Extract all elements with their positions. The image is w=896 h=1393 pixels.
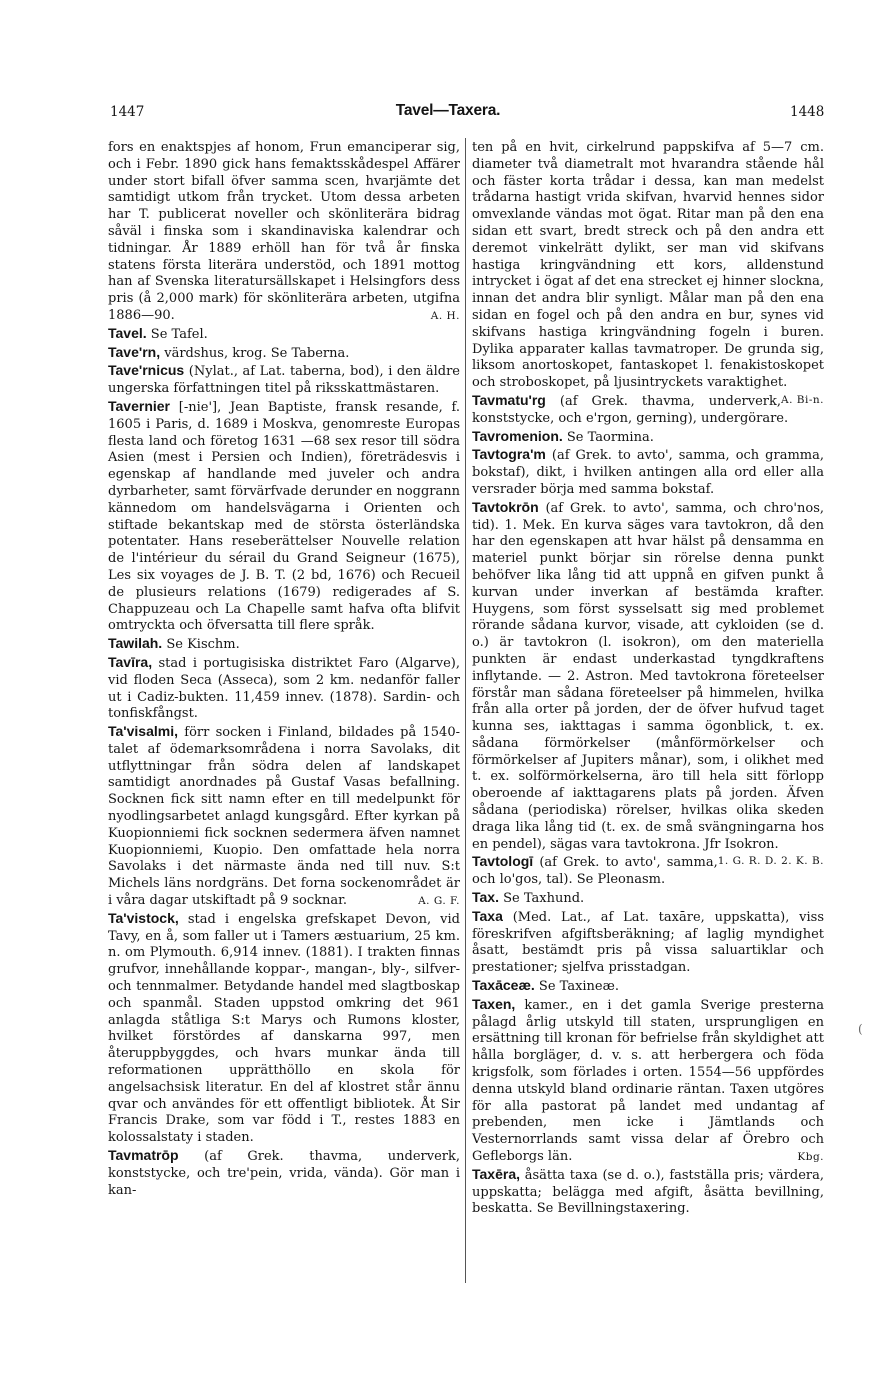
headword: Tavtogra'm (472, 446, 546, 463)
author-signature: A. H. (430, 309, 460, 322)
left-column (108, 140, 460, 1199)
page-number-left: 1447 (110, 104, 145, 120)
entry-tavernicus: Tave'rnicus (Nylat., af Lat. taberna, bod), i den äldre ungerska författningen titel på riksskattmästaren. (108, 362, 460, 397)
headword: Taxa (472, 907, 503, 924)
page-title: Tavel—Taxera. (395, 102, 501, 119)
entry-tavtologi: Tavtologī (af Grek. to avto', samma, och lo'gos, tal). Se Pleonasm. (472, 853, 718, 888)
headword: Tave'rnicus (108, 362, 185, 379)
headword: Tavmatrōp (108, 1147, 179, 1164)
entry-taxa: Taxa (Med. Lat., af Lat. taxāre, uppskatta), viss föreskrifven afgiftsberäkning; af laglig myndighet åsatt, bestämdt pris på vissa saluartiklar och prestationer; sjelfva prisstadgan. (472, 907, 824, 976)
author-signature: 1. G. R. D. 2. K. B. (717, 855, 824, 868)
headword: Taxēra, (472, 1165, 520, 1182)
margin-mark: ( (858, 1022, 863, 1036)
entry-tawilah: Tawilah. Se Kischm. (108, 635, 240, 653)
headword: Tavtologī (472, 853, 534, 870)
entry-continuation: fors en enaktspjes af honom, Frun emanciperar sig, och i Febr. 1890 gick hans femaktsskådespel Affärer under stort bifall öfver samma scen, hvarjämte det samtidigt utkom från trycket. Utom dessa arbeten har T. publicerat noveller och skönliterära bidrag såväl i finska som i skandinaviska kalendrar och tidningar. År 1889 erhöll han för två år finska statens första literära understöd, och 1891 mottog han af Svenska literatursällskapet i Helsingfors dess pris (å 2,000 mark) för skönliterära arbeten, utgifna 1886—90. A. H. (108, 140, 460, 323)
headword: Tavmatu'rg (472, 391, 546, 408)
headword: Tavīra, (108, 653, 153, 670)
column-divider (465, 138, 466, 1283)
headword: Tave'rn, (108, 343, 161, 360)
entry-tavel: Tavel. Se Tafel. (108, 324, 208, 342)
entry-tavira: Tavīra, stad i portugisiska distriktet Faro (Algarve), vid floden Seca (Asseca), som 2 km. nedanför faller ut i Cadiz-bukten. 11,459 innev. (1878). Sardin- och tonfiskfångst. (108, 653, 460, 722)
author-signature: A. Bi-n. (781, 393, 824, 406)
entry-tavtokron: Tavtokrōn (af Grek. to avto', samma, och chro'nos, tid). 1. Mek. En kurva säges vara tavtokron, då den har den egenskapen att hvar hälst på densamma en materiel punkt börjar sin rörelse denna punkt behöfver lika lång tid att uppnå en gifven punkt å kurvan under inverkan af bestämda krafter. Huygens, som först sysselsatt sig med problemet rörande sådana kurvor, visade, att cykloiden (se d. o.) är tavtokron (l. isokron), om den materiella punkten är endast underkastad tyngdkraftens inflytande. — 2. Astron. Med tavtokrona företeelser förstår man sådana företeelser på himmelen, hvilka från alla orter på jorden, der de öfver hufvud taget kunna ses, iakttagas i samma ögonblick, t. ex. sådana förmörkelser (månförmörkelser och förmörkelser af Jupiters månar), som, i olikhet med t. ex. solförmörkelserna, äro till hela sitt förlopp oberoende af iakttagarens plats på jorden. Äfven sådana (periodiska) rörelser, hvilkas olika skeden draga lika lång tid (t. ex. de små svängningarna hos en pendel), sägas vara tavtokrona. Jfr Isokron. 1. G. R. D. 2. K. B. (472, 499, 824, 854)
entry-tavmaturg: Tavmatu'rg (af Grek. thavma, underverk, konststycke, och e'rgon, gerning), undergörare. (472, 391, 789, 426)
headword: Taxāceæ. (472, 977, 535, 994)
headword: Taxen, (472, 995, 516, 1012)
headword: Tawilah. (108, 635, 163, 652)
entry-tavernier: Tavernier [-nie'], Jean Baptiste, fransk resande, f. 1605 i Paris, d. 1689 i Moskva, genomreste Europas flesta land och företog 1631 —68 sex resor till södra Asien (mest i Persien och Indien), företrädesvis i egenskap af handlande med juveler och andra dyrbarheter, samt förvärfvade derunder en noggrann kännedom om handelsvägarna i Orienten och stiftade bekantskap med de största österländska potentater. Hans reseberättelser Nouvelle relation de l'intérieur du sérail du Grand Seigneur (1675), Les six voyages de J. B. T. (2 bd, 1676) och Recueil de plusieurs relations (1679) redigerades af S. Chappuzeau och La Chapelle samt hafva ofta blifvit omtryckta och öfversatta till flere språk. (108, 397, 460, 634)
headword: Tavernier (108, 397, 170, 414)
entry-tavisalmi: Ta'visalmi, förr socken i Finland, bildades på 1540-talet af ödemarksområdena i norra Savolaks, dit utflyttningar från södra delen af landskapet samtidigt anordnades på Gustaf Vasas befallning. Socknen fick sitt namn efter en till medelpunkt för nyodlingsarbetet anlagd kungsgård. Efter kyrkan på Kuopionniemi fick socknen sedermera äfven namnet Kuopionniemi, Kuopio. Den omfattade hela norra Savolaks i det närmaste ända ned till nuv. S:t Michels läns nordgräns. Det forna sockenområdet är i våra dagar utskiftadt på 9 socknar. A. G. F. (108, 723, 460, 909)
headword: Tavel. (108, 324, 147, 341)
headword: Tavromenion. (472, 427, 563, 444)
entry-taxera: Taxēra, åsätta taxa (se d. o.), fastställa pris; värdera, uppskatta; belägga med afgift, åsätta bevillning, beskatta. Se Bevillningstaxering. (472, 1165, 825, 1217)
entry-taxen: Taxen, kamer., en i det gamla Sverige presterna pålagd årlig utskyld till staten, ursprungligen en ersättning till kronan för befrielse från skyldighet att hålla borgläger, d. v. s. att herbergera och föda krigsfolk, som förlades i orten. 1554—56 uppfördes denna utskyld bland ordinarie räntan. Taxen utgöres för alla pastorat på landet med undantag af prebenden, men icke i Jämtlands och Vesternorrlands samt vissa delar af Örebro och Gefleborgs län. Kbg. (472, 995, 824, 1165)
author-signature: Kbg. (797, 1151, 824, 1164)
headword: Ta'visalmi, (108, 723, 178, 740)
headword: Tavtokrōn (472, 498, 539, 515)
headword: Tax. (472, 889, 499, 906)
entry-tavern: Tave'rn, värdshus, krog. Se Taberna. (108, 343, 350, 361)
right-column (472, 140, 824, 1218)
entry-tax: Tax. Se Taxhund. (472, 889, 585, 907)
entry-tavmatrop: Tavmatrōp (af Grek. thavma, underverk, konststycke, och tre'pein, vrida, vända). Gör man i kan- (108, 1147, 460, 1198)
entry-tavromenion: Tavromenion. Se Taormina. (472, 427, 654, 445)
page-number-right: 1448 (790, 104, 825, 120)
entry-continuation: ten på en hvit, cirkelrund pappskifva af 5—7 cm. diameter två diametralt mot hvarandra stående hål och fäster korta trådar i dessa, kan man medelst trådarna hastigt vrida skifvan, hvarvid hennes sidor omvexlande vändas mot ögat. Ritar man på den ena sidan ett svart, bredt streck och på den andra ett deremot vinkelrätt dylikt, ser man vid skifvans hastiga kringvändning ett kors, alldenstund intrycket i ögat af det ena strecket ej hinner slockna, innan det andra blir synligt. Målar man på den ena sidan en fogel och på den andra en bur, synes vid skifvans hastiga kringvändning fogeln i buren. Dylika apparater kallas tavmatroper. De grunda sig, liksom anortoskopet, fantaskopet l. fenakistoskopet och stroboskopet, på ljusintryckets varaktighet. A. Bi-n. (472, 140, 824, 392)
author-signature: A. G. F. (418, 895, 460, 908)
entry-taxaceae: Taxāceæ. Se Taxineæ. (472, 977, 619, 995)
entry-tavtogram: Tavtogra'm (af Grek. to avto', samma, och gramma, bokstaf), dikt, i hvilken antingen alla ord eller alla versrader börja med samma bokstaf. (472, 446, 824, 497)
headword: Ta'vistock, (108, 909, 179, 926)
entry-tavistock: Ta'vistock, stad i engelska grefskapet Devon, vid Tavy, en å, som faller ut i Tamers æstuarium, 25 km. n. om Plymouth. 6,914 innev. (1881). I trakten finnas grufvor, innehållande koppar-, mangan-, bly-, silfver- och tennmalmer. Betydande handel med slagtboskap och spanmål. Staden uppstod omkring det 961 anlagda ståtliga S:t Marys och Rumons kloster, hvilket förstördes af danskarna 997, men återuppbyggdes, och hvars munkar ända till reformationen upprätthöllo en skola för angelsachsisk literatur. En del af klostret står ännu qvar och användes för ett offentligt bibliotek. Åt Sir Francis Drake, som var född i T., restes 1883 en kolossalstaty i staden. (108, 909, 460, 1146)
